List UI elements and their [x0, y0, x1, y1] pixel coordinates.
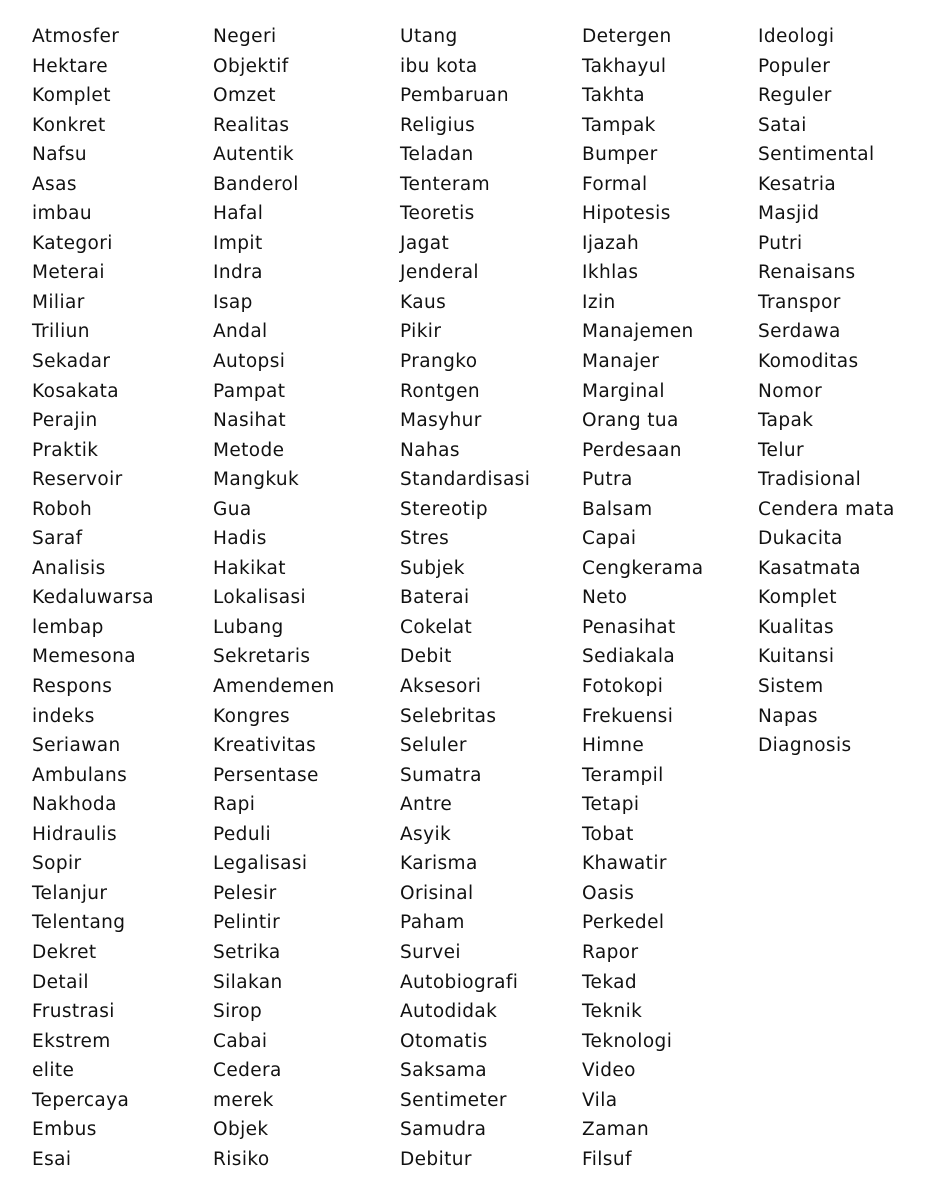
word-item: Kosakata [32, 380, 120, 402]
word-item: Manajemen [582, 321, 694, 343]
word-item: Nomor [758, 380, 823, 402]
word-item: Perkedel [582, 912, 665, 934]
word-item: Pikir [400, 321, 442, 343]
word-item: lembap [32, 616, 104, 638]
word-item: Kesatria [758, 173, 837, 195]
word-item: Isap [213, 291, 253, 313]
word-item: Tetapi [582, 794, 640, 816]
word-item: Teladan [400, 144, 474, 166]
word-item: Seluler [400, 735, 467, 757]
word-item: Oasis [582, 882, 635, 904]
word-item: Balsam [582, 498, 653, 520]
word-item: Saksama [400, 1060, 487, 1082]
word-item: Komoditas [758, 351, 859, 373]
word-item: Cengkerama [582, 557, 704, 579]
word-item: Telanjur [32, 882, 108, 904]
word-item: Konkret [32, 114, 106, 136]
word-item: Khawatir [582, 853, 667, 875]
word-item: Realitas [213, 114, 290, 136]
word-item: Sentimeter [400, 1089, 507, 1111]
word-item: Kongres [213, 705, 291, 727]
word-item: Filsuf [582, 1148, 632, 1170]
word-item: Komplet [32, 85, 111, 107]
word-item: Zaman [582, 1119, 650, 1141]
word-item: Samudra [400, 1119, 487, 1141]
word-item: Asas [32, 173, 77, 195]
word-item: Analisis [32, 557, 106, 579]
word-item: Detail [32, 971, 89, 993]
word-item: Survei [400, 941, 461, 963]
word-item: ibu kota [400, 55, 478, 77]
word-item: Tepercaya [32, 1089, 130, 1111]
word-item: Indra [213, 262, 263, 284]
word-item: Ikhlas [582, 262, 639, 284]
word-item: Autentik [213, 144, 295, 166]
word-item: Tradisional [758, 469, 862, 491]
word-item: Sentimental [758, 144, 875, 166]
word-item: Sediakala [582, 646, 676, 668]
word-column-3 [400, 22, 530, 1174]
word-item: Prangko [400, 351, 478, 373]
word-item: Teoretis [400, 203, 475, 225]
word-item: Kasatmata [758, 557, 861, 579]
word-item: Ijazah [582, 232, 640, 254]
word-item: Dekret [32, 941, 97, 963]
word-item: Putra [582, 469, 633, 491]
word-item: Aksesori [400, 676, 482, 698]
word-item: Debit [400, 646, 452, 668]
word-item: Tampak [582, 114, 656, 136]
word-item: Serdawa [758, 321, 841, 343]
word-item: Izin [582, 291, 616, 313]
word-item: Renaisans [758, 262, 856, 284]
word-item: Kategori [32, 232, 113, 254]
word-item: Hadis [213, 528, 267, 550]
word-item: Mangkuk [213, 469, 300, 491]
word-item: Kuitansi [758, 646, 835, 668]
word-item: Rapi [213, 794, 256, 816]
word-item: Meterai [32, 262, 105, 284]
word-item: Autodidak [400, 1001, 498, 1023]
word-item: Hakikat [213, 557, 286, 579]
word-item: Banderol [213, 173, 299, 195]
word-item: Reservoir [32, 469, 123, 491]
word-item: Gua [213, 498, 252, 520]
word-column-1 [32, 22, 154, 1174]
word-item: Telentang [32, 912, 126, 934]
word-item: Pelesir [213, 882, 277, 904]
word-item: Jagat [400, 232, 450, 254]
word-item: Standardisasi [400, 469, 531, 491]
word-item: Seriawan [32, 735, 121, 757]
word-item: Cendera mata [758, 498, 895, 520]
word-item: Hipotesis [582, 203, 671, 225]
word-item: Ambulans [32, 764, 128, 786]
word-item: Pampat [213, 380, 286, 402]
word-item: Nahas [400, 439, 460, 461]
word-item: Frekuensi [582, 705, 674, 727]
word-item: Tenteram [400, 173, 491, 195]
word-item: Praktik [32, 439, 99, 461]
word-item: Roboh [32, 498, 93, 520]
word-column-4 [582, 22, 704, 1174]
word-item: Setrika [213, 941, 281, 963]
word-item: Baterai [400, 587, 470, 609]
word-item: Tapak [758, 410, 814, 432]
word-item: Sekretaris [213, 646, 311, 668]
word-item: Antre [400, 794, 453, 816]
word-item: merek [213, 1089, 274, 1111]
word-item: Miliar [32, 291, 85, 313]
word-item: Andal [213, 321, 268, 343]
word-item: Dukacita [758, 528, 843, 550]
word-item: Perajin [32, 410, 98, 432]
word-item: Debitur [400, 1148, 472, 1170]
word-item: Perdesaan [582, 439, 682, 461]
word-item: Nakhoda [32, 794, 117, 816]
word-item: Cabai [213, 1030, 268, 1052]
word-item: Diagnosis [758, 735, 852, 757]
word-item: Metode [213, 439, 285, 461]
word-item: Tekad [582, 971, 638, 993]
word-item: Jenderal [400, 262, 479, 284]
word-item: Saraf [32, 528, 83, 550]
word-item: Stereotip [400, 498, 489, 520]
word-item: Nasihat [213, 410, 287, 432]
word-item: Silakan [213, 971, 283, 993]
word-item: Lokalisasi [213, 587, 307, 609]
word-item: Utang [400, 26, 458, 47]
word-item: Nafsu [32, 144, 88, 166]
word-item: Sumatra [400, 764, 482, 786]
word-item: Capai [582, 528, 637, 550]
word-item: Napas [758, 705, 818, 727]
word-item: Neto [582, 587, 628, 609]
word-item: Himne [582, 735, 645, 757]
word-item: Hafal [213, 203, 264, 225]
word-item: Frustrasi [32, 1001, 115, 1023]
word-item: Persentase [213, 764, 319, 786]
word-item: Vila [582, 1089, 618, 1111]
word-item: elite [32, 1060, 75, 1082]
word-item: Masyhur [400, 410, 482, 432]
word-item: imbau [32, 203, 92, 225]
word-item: Takhta [582, 85, 646, 107]
word-item: Legalisasi [213, 853, 308, 875]
word-item: Satai [758, 114, 807, 136]
word-item: Putri [758, 232, 803, 254]
word-item: Detergen [582, 26, 672, 47]
word-item: Sekadar [32, 351, 111, 373]
word-item: Risiko [213, 1148, 270, 1170]
word-item: Sopir [32, 853, 82, 875]
word-item: Autopsi [213, 351, 286, 373]
word-item: Embus [32, 1119, 97, 1141]
word-item: Bumper [582, 144, 658, 166]
word-item: Fotokopi [582, 676, 664, 698]
word-item: Manajer [582, 351, 660, 373]
word-item: Cedera [213, 1060, 282, 1082]
word-item: Selebritas [400, 705, 497, 727]
word-item: Stres [400, 528, 450, 550]
word-item: Telur [758, 439, 805, 461]
word-item: Komplet [758, 587, 837, 609]
word-item: Rontgen [400, 380, 480, 402]
word-item: Triliun [32, 321, 90, 343]
word-item: Teknik [582, 1001, 643, 1023]
word-item: Autobiografi [400, 971, 519, 993]
word-item: Objek [213, 1119, 269, 1141]
word-item: indeks [32, 705, 95, 727]
word-item: Takhayul [582, 55, 667, 77]
word-item: Masjid [758, 203, 820, 225]
word-item: Kualitas [758, 616, 834, 638]
word-item: Esai [32, 1148, 72, 1170]
word-item: Orisinal [400, 882, 474, 904]
word-item: Religius [400, 114, 476, 136]
word-item: Otomatis [400, 1030, 488, 1052]
word-item: Karisma [400, 853, 478, 875]
word-item: Pelintir [213, 912, 281, 934]
word-item: Ideologi [758, 26, 835, 47]
word-item: Impit [213, 232, 263, 254]
word-item: Rapor [582, 941, 639, 963]
word-item: Kedaluwarsa [32, 587, 154, 609]
word-item: Video [582, 1060, 636, 1082]
word-item: Atmosfer [32, 26, 120, 47]
word-item: Teknologi [582, 1030, 673, 1052]
word-item: Sirop [213, 1001, 263, 1023]
word-item: Kaus [400, 291, 447, 313]
word-item: Amendemen [213, 676, 335, 698]
word-item: Peduli [213, 823, 272, 845]
word-item: Cokelat [400, 616, 473, 638]
word-item: Tobat [582, 823, 634, 845]
word-item: Objektif [213, 55, 289, 77]
word-item: Kreativitas [213, 735, 317, 757]
word-item: Reguler [758, 85, 832, 107]
word-item: Terampil [582, 764, 664, 786]
word-item: Populer [758, 55, 831, 77]
word-item: Orang tua [582, 410, 679, 432]
word-item: Sistem [758, 676, 824, 698]
word-item: Respons [32, 676, 113, 698]
word-item: Negeri [213, 26, 277, 47]
word-item: Pembaruan [400, 85, 509, 107]
word-item: Hidraulis [32, 823, 117, 845]
word-item: Asyik [400, 823, 452, 845]
word-item: Marginal [582, 380, 665, 402]
word-item: Paham [400, 912, 465, 934]
word-item: Memesona [32, 646, 136, 668]
word-item: Hektare [32, 55, 108, 77]
word-column-2 [213, 22, 335, 1174]
word-item: Formal [582, 173, 648, 195]
word-item: Omzet [213, 85, 276, 107]
word-item: Ekstrem [32, 1030, 111, 1052]
word-item: Subjek [400, 557, 465, 579]
word-item: Penasihat [582, 616, 676, 638]
word-item: Transpor [758, 291, 841, 313]
word-column-5 [758, 22, 895, 761]
word-item: Lubang [213, 616, 284, 638]
